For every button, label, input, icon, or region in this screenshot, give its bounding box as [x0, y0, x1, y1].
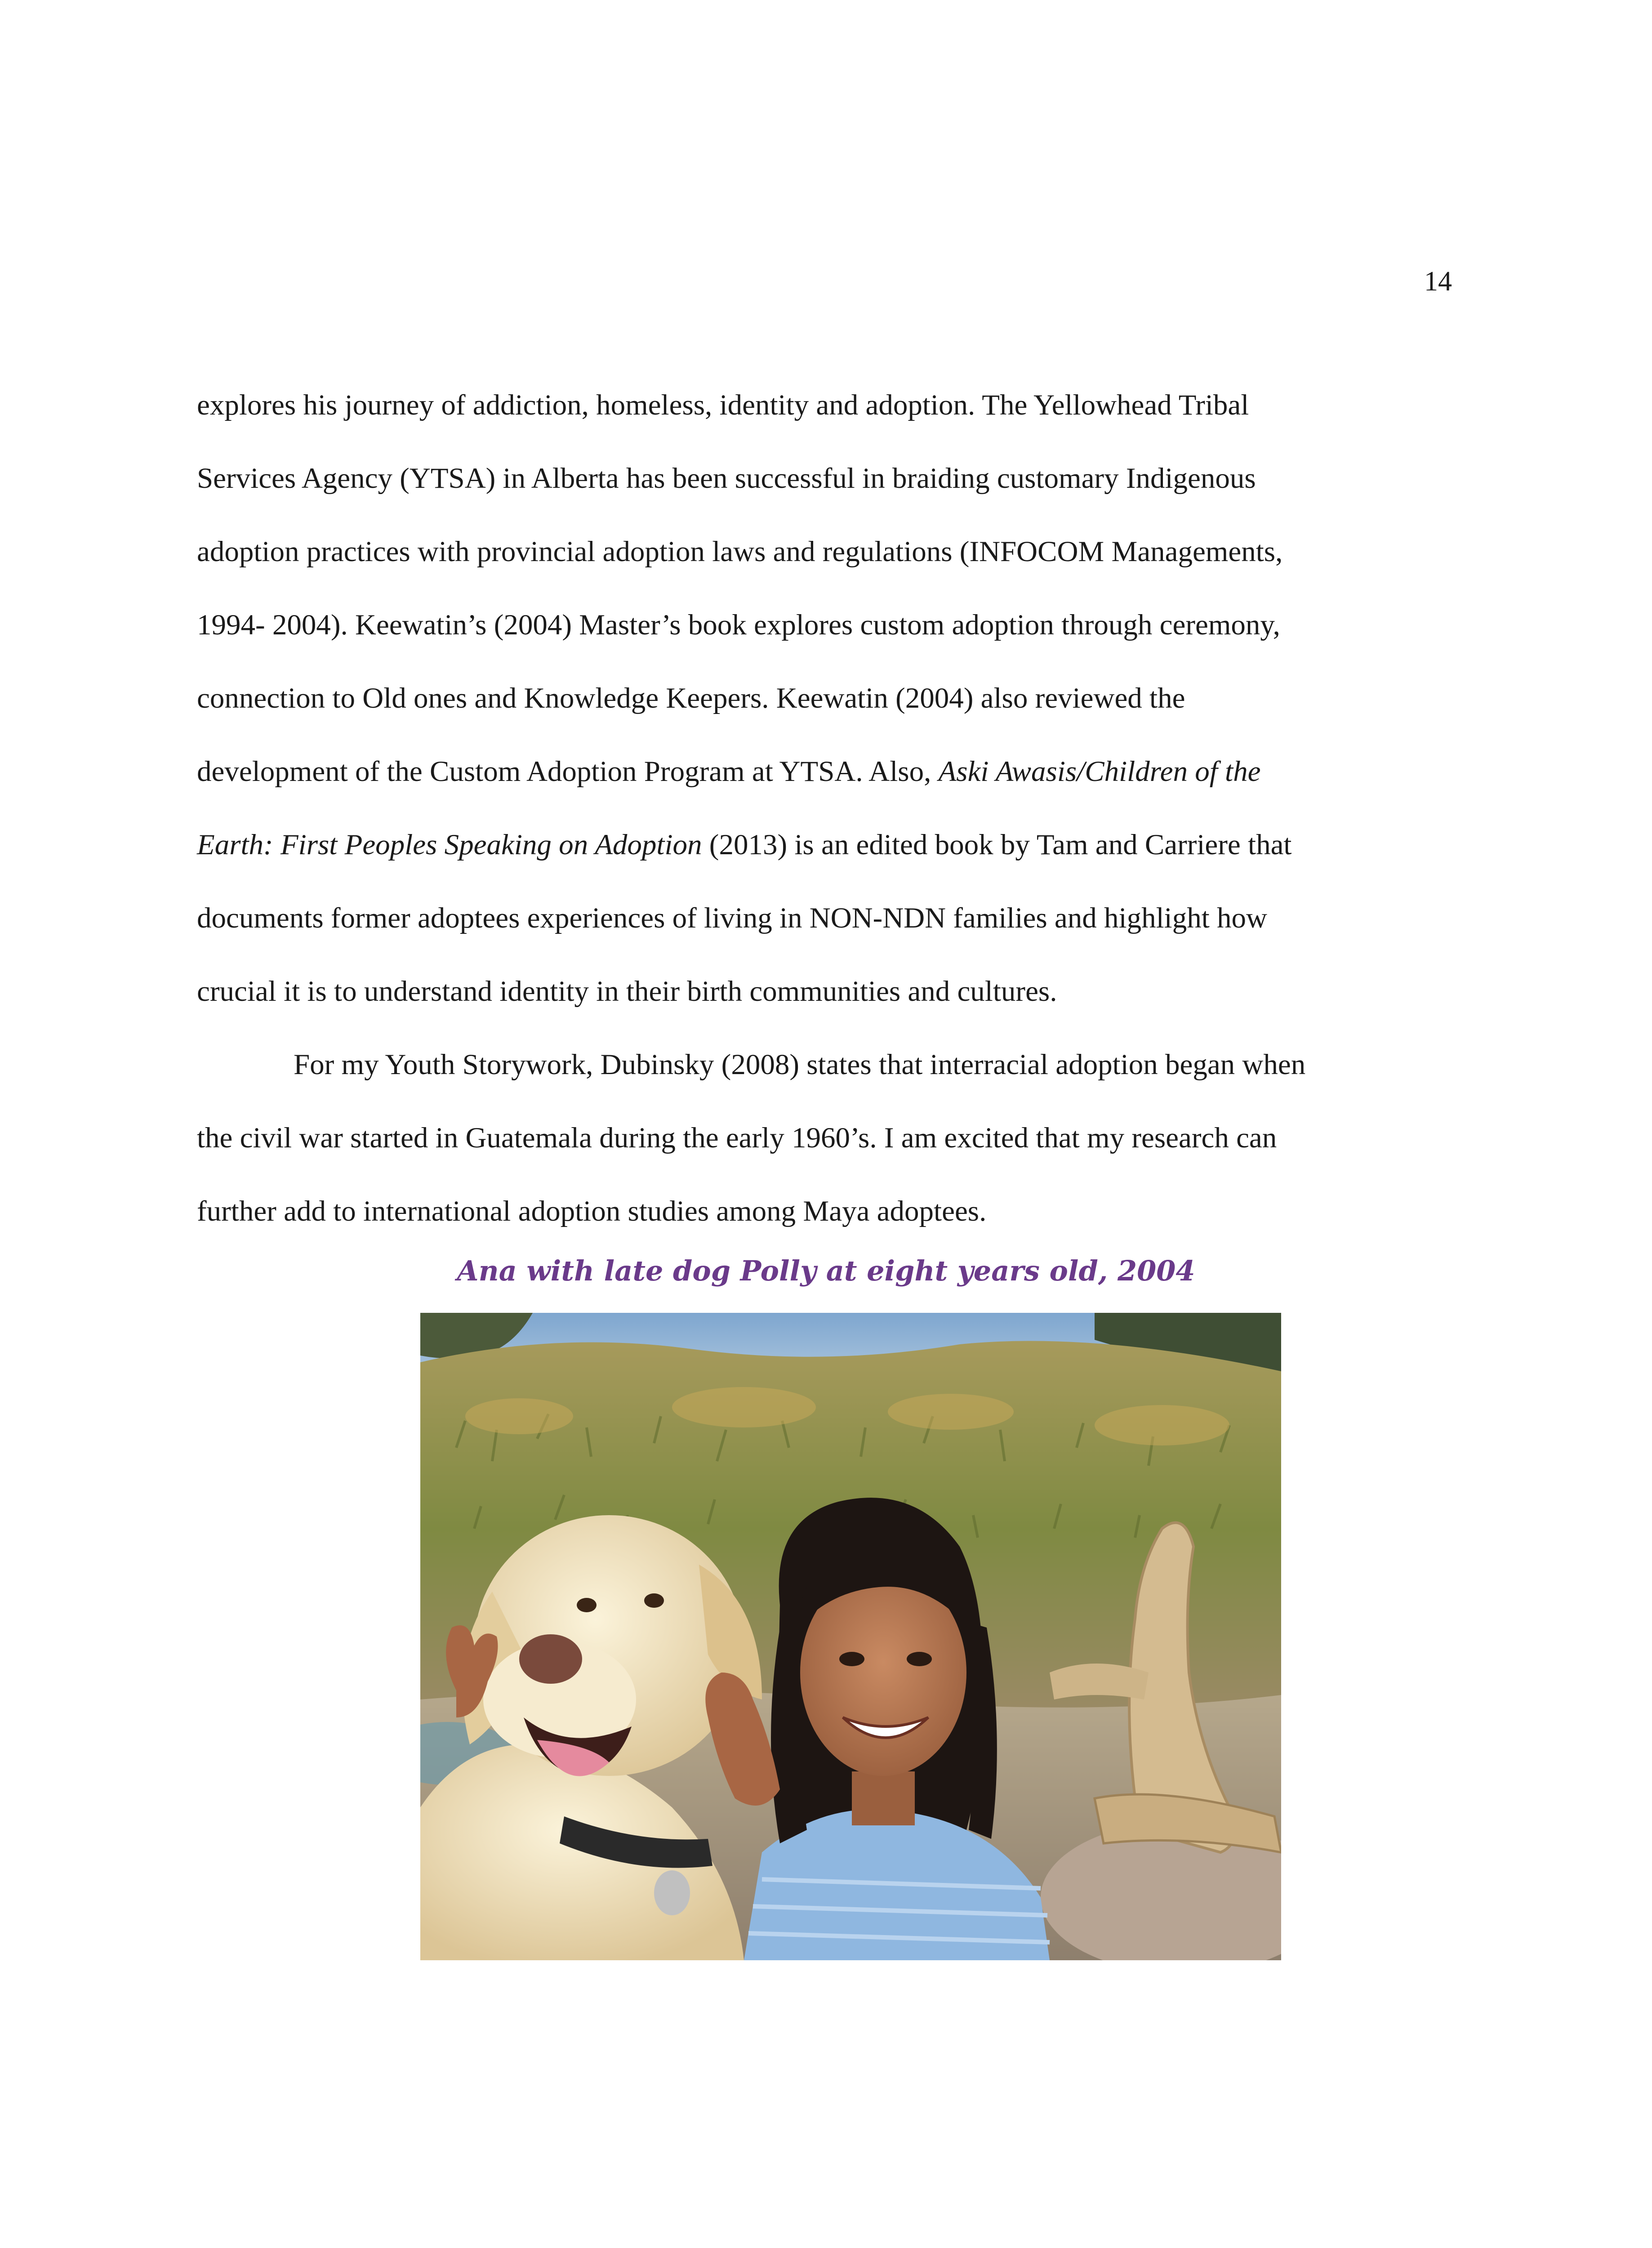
driftwood-log	[1050, 1664, 1149, 1699]
text-line: explores his journey of addiction, homeless, identity and adoption. The Yellowhead Tribal	[197, 389, 1249, 421]
book-title: Aski Awasis/Children of the	[938, 755, 1261, 788]
text-segment: development of the Custom Adoption Program at YTSA. Also,	[197, 755, 939, 788]
dog-eye-left	[577, 1598, 597, 1612]
photo-illustration	[420, 1313, 1281, 1960]
dog-nose	[519, 1634, 582, 1684]
text-line: Services Agency (YTSA) in Alberta has been successful in braiding customary Indigenous	[197, 462, 1256, 495]
text-line: For my Youth Storywork, Dubinsky (2008) states that interracial adoption began when	[294, 1048, 1306, 1081]
book-title: Earth: First Peoples Speaking on Adoption	[197, 829, 702, 861]
dog-tag	[654, 1870, 690, 1915]
text-line	[197, 735, 1469, 808]
text-line: crucial it is to understand identity in their birth communities and cultures.	[197, 975, 1057, 1008]
girl-neck	[852, 1771, 915, 1825]
text-line: documents former adoptees experiences of living in NON-NDN families and highlight how	[197, 902, 1267, 934]
text-line: 1994- 2004). Keewatin’s (2004) Master’s book explores custom adoption through ceremony,	[197, 609, 1280, 641]
text-line: connection to Old ones and Knowledge Keepers. Keewatin (2004) also reviewed the	[197, 682, 1185, 714]
figure-caption: Ana with late dog Polly at eight years old, 2004	[457, 1254, 1195, 1287]
paragraph-youth-storywork	[197, 1028, 1469, 1248]
page-number: 14	[1424, 266, 1452, 297]
text-line: the civil war started in Guatemala during the early 1960’s. I am excited that my research can	[197, 1122, 1277, 1154]
paragraph-adoption-literature	[197, 369, 1469, 1028]
text-line: further add to international adoption studies among Maya adoptees.	[197, 1195, 987, 1227]
text-segment: (2013) is an edited book by Tam and Carriere that	[702, 829, 1292, 861]
girl-eye-left	[839, 1652, 864, 1666]
text-line: adoption practices with provincial adoption laws and regulations (INFOCOM Managements,	[197, 535, 1283, 568]
girl-eye-right	[907, 1652, 932, 1666]
body-text	[197, 369, 1469, 1248]
dog-eye-right	[644, 1593, 664, 1608]
photo-girl-with-dog	[420, 1313, 1281, 1960]
text-line	[197, 808, 1469, 882]
